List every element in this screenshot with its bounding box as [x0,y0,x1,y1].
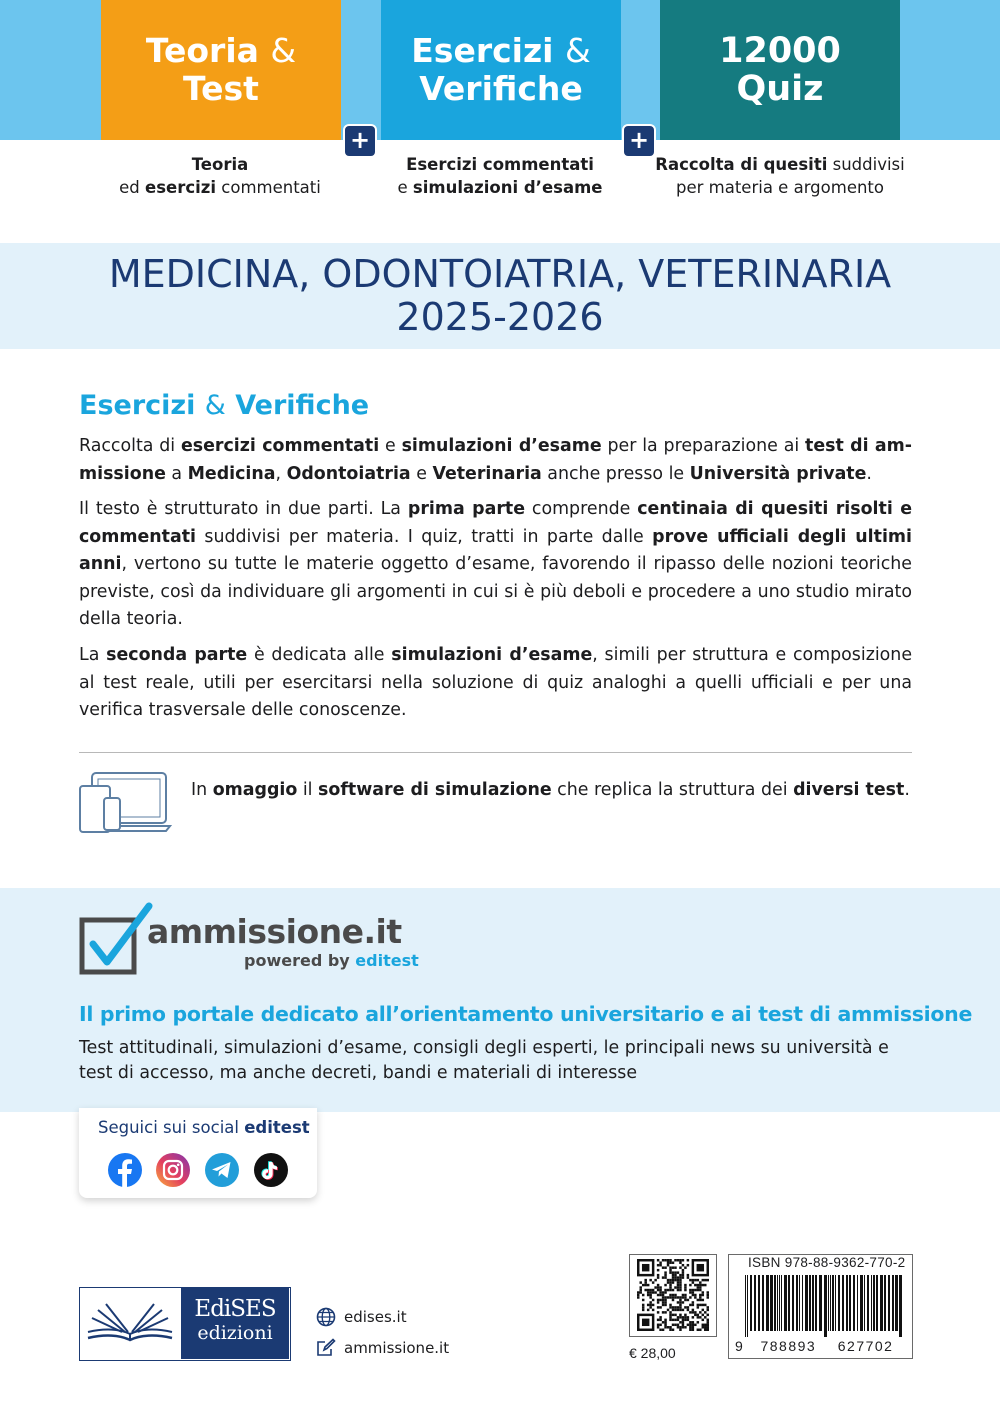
plus-icon: + [622,124,656,158]
bold-run: prima parte [407,499,526,519]
ampersand: & [270,31,297,70]
checkbox-check-icon [79,902,153,976]
isbn-label: ISBN 978-88-9362-770-2 [748,1255,906,1270]
facebook-icon[interactable] [107,1152,143,1188]
link-edises[interactable] [316,1307,407,1327]
bold-run: test di ammissione [79,436,913,484]
series-desc-esercizi [360,153,640,199]
barcode-icon [743,1275,903,1337]
desc-bold: Raccolta di quesiti [655,155,828,174]
bold-run: prove ufficiali degli ultimi anni [79,526,912,574]
bold-run: Odontoiatria [286,463,411,484]
desc-bold: esercizi [145,178,217,197]
ean-digits [735,1338,911,1354]
ean-left: 788893 [760,1338,817,1354]
desc-bold: simulazioni d’esame [412,178,603,197]
bold-run: simulazioni d’esame [391,645,593,665]
portal-powered-by [244,951,419,970]
tiktok-icon[interactable] [253,1152,289,1188]
price: € 28,00 [629,1345,676,1361]
desc-text: per materia e argomento [676,178,884,197]
qr-code-frame [629,1254,717,1337]
desc-bold: Teoria [191,155,249,174]
series-title-line2: Verifiche [419,69,583,108]
paragraph-2: Il testo è strutturato in due parti. La prima parte comprende centinaia di quesiti risolti e commentati suddivisi per materia. I quiz, tratti in parte dalle prove ufficiali degli ultimi anni, vertono su tutte le materie oggetto d’esame, favorendo il ripasso delle nozioni teoriche previste, così da individuare gli argomenti in cui si è più deboli e procedere a uno studio mirato della teoria. [79,499,913,629]
instagram-icon[interactable] [155,1152,191,1188]
bold-run: Veterinaria [432,463,542,484]
portal-name: ammissione.it [147,912,402,951]
series-title-line2: Quiz [736,69,824,109]
publisher-name: EdiSES [194,1296,276,1322]
series-desc-quiz [640,153,920,199]
page-subtitle-years: 2025-2026 [396,295,604,339]
portal-description: Test attitudinali, simulazioni d’esame, consigli degli esperti, le principali news su università e test di accesso, ma anche decreti, bandi e materiali di interesse [79,1038,889,1083]
powered-brand: editest [355,951,419,970]
link-ammissione-text[interactable]: ammissione.it [344,1339,450,1357]
series-box-teoria-test [101,0,341,140]
heading-part: Esercizi [79,390,196,421]
globe-icon [316,1307,336,1327]
bold-run: simulazioni d’esame [401,436,602,456]
divider [79,752,912,753]
bonus-software-text: In omaggio il software di simulazione che replica la struttura dei diversi test. [191,780,910,800]
desc-text: commentati [216,178,321,197]
portal-headline: Il primo portale dedicato all’orientamento universitario e ai test di ammissione [79,1002,973,1026]
link-edises-text[interactable]: edises.it [344,1308,407,1326]
series-box-12000-quiz [660,0,900,140]
series-title-line1: Esercizi [411,31,554,70]
open-book-icon [80,1288,180,1358]
social-label [98,1118,310,1137]
desc-text: suddivisi [827,155,905,174]
bold-run: omaggio [212,780,298,800]
desc-bold: Esercizi commentati [406,155,594,174]
title-band [0,243,1000,349]
bold-run: diversi test [793,780,905,800]
bold-run: centinaia di quesiti risolti e commentati [79,499,913,547]
bold-run: Medicina [187,463,276,484]
ean-right: 627702 [837,1338,894,1354]
bold-run: seconda parte [106,645,248,665]
heading-part: Verifiche [235,390,370,421]
series-box-esercizi-verifiche [381,0,621,140]
ampersand: & [204,390,226,421]
series-title-line1: 12000 [719,31,841,71]
series-title-line2: Test [183,69,259,108]
bold-run: software di simulazione [318,780,552,800]
paragraph-3: La seconda parte è dedicata alle simulazioni d’esame, simili per struttura e composizione al test reale, utili per esercitarsi nella soluzione di quiz analoghi a quelli ufficiali e per una verifica trasversale delle conoscenze. [79,645,913,720]
devices-icon [78,770,172,834]
section-heading [79,390,369,421]
telegram-icon[interactable] [204,1152,240,1188]
qr-code-icon [637,1259,709,1331]
social-label-brand: editest [244,1118,310,1137]
page-title: MEDICINA, ODONTOIATRIA, VETERINARIA [108,252,892,296]
social-label-text: Seguici sui social [98,1118,245,1137]
paragraph-1: Raccolta di esercizi commentati e simulazioni d’esame per la preparazione ai test di ammissione a Medicina, Odontoiatria e Veterinaria anche presso le Università private. [79,436,913,484]
series-desc-teoria [80,153,360,199]
publisher-subname: edizioni [197,1322,273,1344]
edit-square-icon [316,1338,336,1358]
publisher-name-block [181,1288,289,1359]
ean-first: 9 [735,1338,745,1354]
bold-run: Università private [689,463,867,484]
powered-text: powered by [244,951,356,970]
ampersand: & [565,31,591,70]
desc-text: e [397,178,413,197]
link-ammissione[interactable] [316,1338,449,1358]
plus-icon: + [343,124,377,158]
bold-run: esercizi commentati [180,436,380,456]
series-title-line1: Teoria [145,31,259,70]
desc-text: ed [119,178,145,197]
